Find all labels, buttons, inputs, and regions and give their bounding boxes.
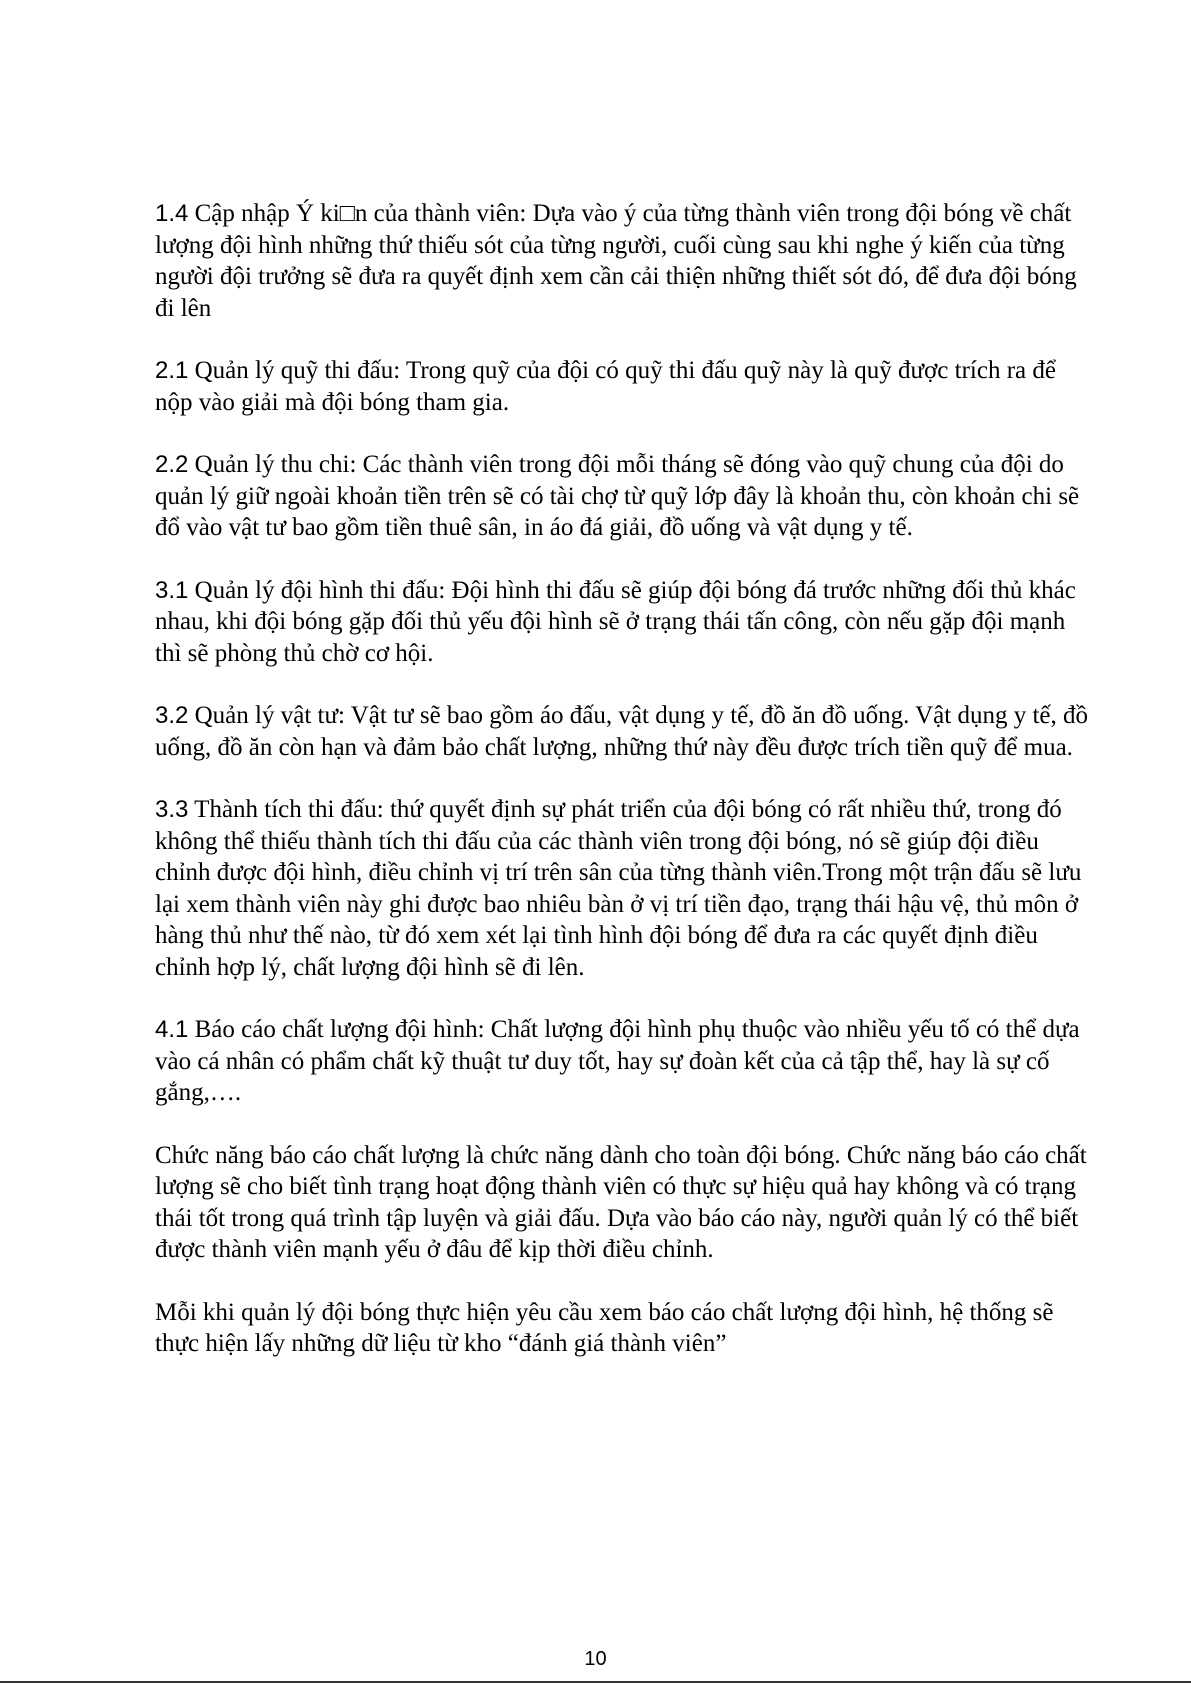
page-number: 10 xyxy=(584,1648,607,1670)
section-number: 2.2 xyxy=(155,451,189,478)
report-process-paragraph: Mỗi khi quản lý đội bóng thực hiện yêu cầu xem báo cáo chất lượng đội hình, hệ thống sẽ thực hiện lấy những dữ liệu từ kho “đánh giá thành viên” xyxy=(155,1298,1054,1357)
report-description-paragraph: Chức năng báo cáo chất lượng là chức năng dành cho toàn đội bóng. Chức năng báo cáo chất lượng sẽ cho biết tình trạng hoạt động thành viên có thực sự hiệu quả hay không và có trạng thái tốt trong quá trình tập luyện và giải đấu. Dựa vào báo cáo này, người quản lý có thể biết được thành viên mạnh yếu ở đâu để kịp thời điều chỉnh. xyxy=(155,1141,1087,1263)
section-number: 2.1 xyxy=(155,357,189,384)
section-number: 3.2 xyxy=(155,702,189,729)
section-text: Quản lý vật tư: Vật tư sẽ bao gồm áo đấu, vật dụng y tế, đồ ăn đồ uống. Vật dụng y tế, đồ uống, đồ ăn còn hạn và đảm bảo chất lượng, những thứ này đều được trích tiền quỹ để mua. xyxy=(155,702,1089,761)
section-number: 3.3 xyxy=(155,796,189,823)
section-4-1 xyxy=(155,1014,1091,1109)
section-text: Báo cáo chất lượng đội hình: Chất lượng đội hình phụ thuộc vào nhiều yếu tố có thể dựa vào cá nhân có phẩm chất kỹ thuật tư duy tốt, hay sự đoàn kết của cả tập thể, hay là sự cố gắng,…. xyxy=(155,1016,1080,1106)
page-bottom-rule xyxy=(0,1681,1191,1683)
document-body xyxy=(155,198,1091,1391)
section-text: Quản lý đội hình thi đấu: Đội hình thi đấu sẽ giúp đội bóng đá trước những đối thủ khác nhau, khi đội bóng gặp đối thủ yếu đội hình sẽ ở trạng thái tấn công, còn nếu gặp đội mạnh thì sẽ phòng thủ chờ cơ hội. xyxy=(155,576,1076,667)
section-2-2 xyxy=(155,449,1091,544)
section-3-3 xyxy=(155,794,1091,983)
section-number: 1.4 xyxy=(155,200,189,227)
section-text: Cập nhập Ý ki□n của thành viên: Dựa vào ý của từng thành viên trong đội bóng về chất lượng đội hình những thứ thiếu sót của từng người, cuối cùng sau khi nghe ý kiến của từng người đội trưởng sẽ đưa ra quyết định xem cần cải thiện những thiết sót đó, để đưa đội bóng đi lên xyxy=(155,200,1077,322)
section-2-1 xyxy=(155,355,1091,418)
section-3-1 xyxy=(155,575,1091,670)
section-number: 3.1 xyxy=(155,576,189,604)
section-text: Quản lý thu chi: Các thành viên trong đội mỗi tháng sẽ đóng vào quỹ chung của đội do quản lý giữ ngoài khoản tiền trên sẽ có tài chợ từ quỹ lớp đây là khoản thu, còn khoản chi sẽ đổ vào vật tư bao gồm tiền thuê sân, in áo đá giải, đồ uống và vật dụng y tế. xyxy=(155,451,1080,541)
section-1-4 xyxy=(155,198,1091,324)
section-text: Quản lý quỹ thi đấu: Trong quỹ của đội có quỹ thi đấu quỹ này là quỹ được trích ra để nộp vào giải mà đội bóng tham gia. xyxy=(155,357,1056,416)
section-3-2 xyxy=(155,700,1091,763)
section-number: 4.1 xyxy=(155,1016,189,1043)
section-text: Thành tích thi đấu: thứ quyết định sự phát triển của đội bóng có rất nhiều thứ, trong đó không thể thiếu thành tích thi đấu của các thành viên trong đội bóng, nó sẽ giúp đội điều chỉnh được đội hình, điều chỉnh vị trí trên sân của từng thành viên.Trong một trận đấu sẽ lưu lại xem thành viên này ghi được bao nhiêu bàn ở vị trí tiền đạo, trạng thái hậu vệ, thủ môn ở hàng thủ như thế nào, từ đó xem xét lại tình hình đội bóng để đưa ra các quyết định điều chỉnh hợp lý, chất lượng đội hình sẽ đi lên. xyxy=(155,796,1082,981)
